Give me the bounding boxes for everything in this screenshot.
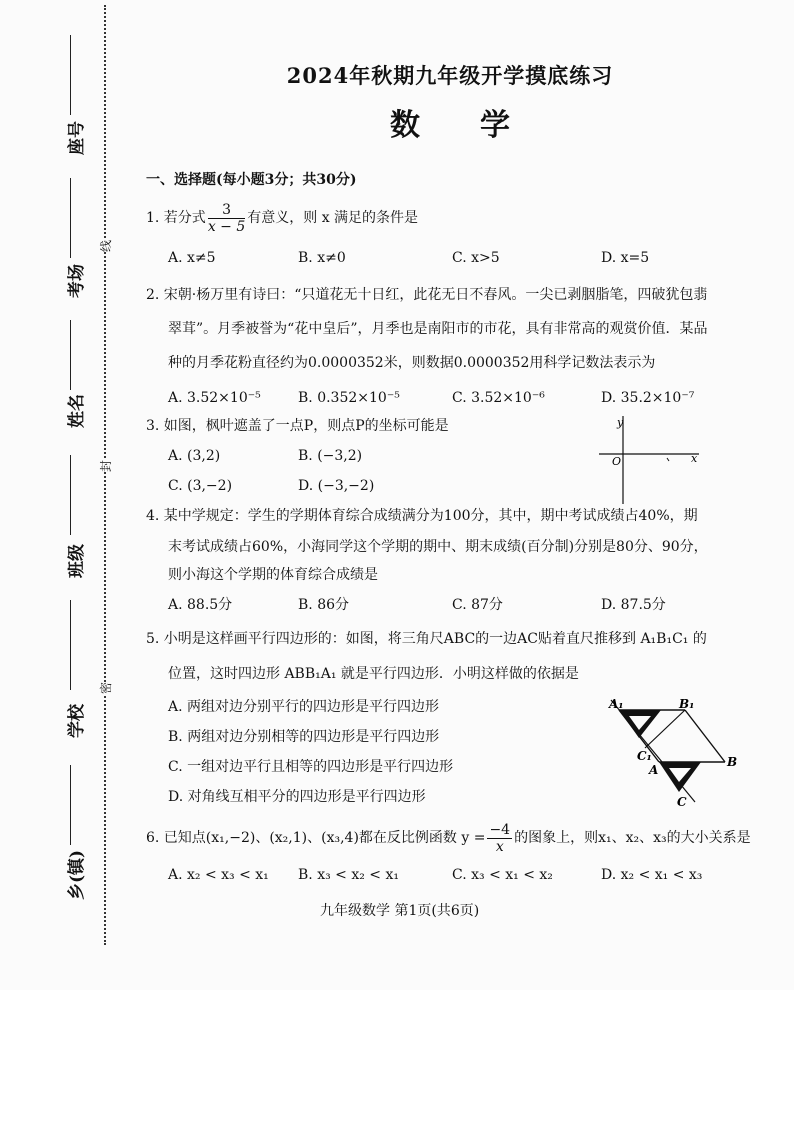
q4-line-2: 末考试成绩占60%，小海同学这个学期的期中、期末成绩(百分制)分别是80分、90分， xyxy=(168,539,708,555)
q5-line-1: 5. 小明是这样画平行四边形的：如图，将三角尺ABC的一边AC贴着直尺推移到 A₁B₁C₁ 的 xyxy=(146,631,707,647)
q2-option-d[interactable]: D. 35.2×10⁻⁷ xyxy=(601,390,695,406)
class-label: 班级 xyxy=(67,544,87,578)
q6-option-a[interactable]: A. x₂ < x₃ < x₁ xyxy=(168,867,269,883)
q3-option-c[interactable]: C. (3,−2) xyxy=(168,478,233,494)
q5-label-b: B xyxy=(727,755,738,769)
q2-line-1: 2. 宋朝·杨万里有诗曰：“只道花无十日红，此花无日不春风。一尖已剥胭脂笔，四破犹包翡 xyxy=(146,287,708,303)
q1-fraction xyxy=(208,202,245,235)
page-footer: 九年级数学 第1页(共6页) xyxy=(320,903,480,919)
q1-option-a[interactable]: A. x≠5 xyxy=(168,250,216,266)
q5-option-d[interactable]: D. 对角线互相平分的四边形是平行四边形 xyxy=(168,789,426,805)
school-label: 学校 xyxy=(67,704,87,738)
q6-option-c[interactable]: C. x₃ < x₁ < x₂ xyxy=(452,867,553,883)
q6-option-b[interactable]: B. x₃ < x₂ < x₁ xyxy=(298,867,399,883)
question-1 xyxy=(146,198,418,238)
q5-label-a: A xyxy=(649,763,659,777)
question-6 xyxy=(146,818,751,858)
class-line xyxy=(70,455,71,535)
seat-label: 座号 xyxy=(67,121,87,155)
q2-option-c[interactable]: C. 3.52×10⁻⁶ xyxy=(452,390,545,406)
q5-label-b1: B₁ xyxy=(679,697,695,711)
q1-numerator: 3 xyxy=(208,202,245,219)
q5-option-c[interactable]: C. 一组对边平行且相等的四边形是平行四边形 xyxy=(168,759,454,775)
room-label: 考场 xyxy=(67,264,87,298)
q6-prefix: 6. 已知点(x₁,−2)、(x₂,1)、(x₃,4)都在反比例函数 y = xyxy=(146,830,486,846)
q4-line-3: 则小海这个学期的体育综合成绩是 xyxy=(168,567,378,583)
town-line xyxy=(70,765,71,845)
q6-numerator: −4 xyxy=(489,821,511,838)
seal-word-line: 线 xyxy=(99,239,113,252)
q1-option-c[interactable]: C. x>5 xyxy=(452,250,500,266)
q3-option-b[interactable]: B. (−3,2) xyxy=(298,448,363,464)
q6-fraction xyxy=(487,822,512,855)
q5-label-c1: C₁ xyxy=(637,749,652,763)
q2-option-b[interactable]: B. 0.352×10⁻⁵ xyxy=(298,390,400,406)
name-label: 姓名 xyxy=(67,394,87,428)
q1-denominator: x − 5 xyxy=(207,218,246,235)
exam-subject: 数学 xyxy=(390,108,570,143)
q3-coordinate-figure xyxy=(595,414,705,506)
exam-title: 2024年秋期九年级开学摸底练习 xyxy=(286,63,614,88)
q5-label-c: C xyxy=(677,795,687,809)
town-label: 乡(镇) xyxy=(67,849,87,900)
seat-line xyxy=(70,35,71,115)
q6-option-d[interactable]: D. x₂ < x₁ < x₃ xyxy=(601,867,703,883)
q6-denominator: x xyxy=(495,838,504,855)
q3-leaf-mark xyxy=(667,458,669,461)
q2-line-2: 翠茸”。月季被誉为“花中皇后”，月季也是南阳市的市花，具有非常高的观赏价值．某品 xyxy=(168,321,708,337)
q1-option-b[interactable]: B. x≠0 xyxy=(298,250,346,266)
room-line xyxy=(70,178,71,258)
q6-suffix: 的图象上，则x₁、x₂、x₃的大小关系是 xyxy=(514,830,751,846)
q2-line-3: 种的月季花粉直径约为0.0000352米，则数据0.0000352用科学记数法表示为 xyxy=(168,355,656,371)
q5-label-a1: A₁ xyxy=(609,697,624,711)
q4-option-c[interactable]: C. 87分 xyxy=(452,597,503,613)
q3-y-label: y xyxy=(617,416,624,429)
q5-option-a[interactable]: A. 两组对边分别平行的四边形是平行四边形 xyxy=(168,699,440,715)
q3-option-a[interactable]: A. (3,2) xyxy=(168,448,221,464)
q3-x-label: x xyxy=(691,452,698,465)
q1-prefix: 1. 若分式 xyxy=(146,210,206,226)
q5-edge-b1b xyxy=(685,710,725,762)
q2-option-a[interactable]: A. 3.52×10⁻⁵ xyxy=(168,390,261,406)
seal-word-secret: 密 xyxy=(99,681,113,694)
q1-option-d[interactable]: D. x=5 xyxy=(601,250,650,266)
q5-parallelogram-figure xyxy=(605,696,775,810)
binding-strip xyxy=(0,0,125,990)
q3-origin-label: O xyxy=(612,455,622,468)
name-line xyxy=(70,320,71,390)
seal-word-seal: 封 xyxy=(99,459,113,472)
q4-option-b[interactable]: B. 86分 xyxy=(298,597,350,613)
q3-option-d[interactable]: D. (−3,−2) xyxy=(298,478,375,494)
q3-text: 3. 如图，枫叶遮盖了一点P，则点P的坐标可能是 xyxy=(146,418,449,434)
q1-suffix: 有意义，则 x 满足的条件是 xyxy=(247,210,419,226)
q4-option-a[interactable]: A. 88.5分 xyxy=(168,597,233,613)
seal-dotted-line xyxy=(104,5,106,945)
q4-line-1: 4. 某中学规定：学生的学期体育综合成绩满分为100分，其中，期中考试成绩占40%，期 xyxy=(146,508,698,524)
school-line xyxy=(70,600,71,690)
section-heading: 一、选择题(每小题3分；共30分) xyxy=(146,172,357,188)
q5-option-b[interactable]: B. 两组对边分别相等的四边形是平行四边形 xyxy=(168,729,440,745)
q4-option-d[interactable]: D. 87.5分 xyxy=(601,597,666,613)
q5-line-2: 位置，这时四边形 ABB₁A₁ 就是平行四边形．小明这样做的依据是 xyxy=(168,666,579,682)
